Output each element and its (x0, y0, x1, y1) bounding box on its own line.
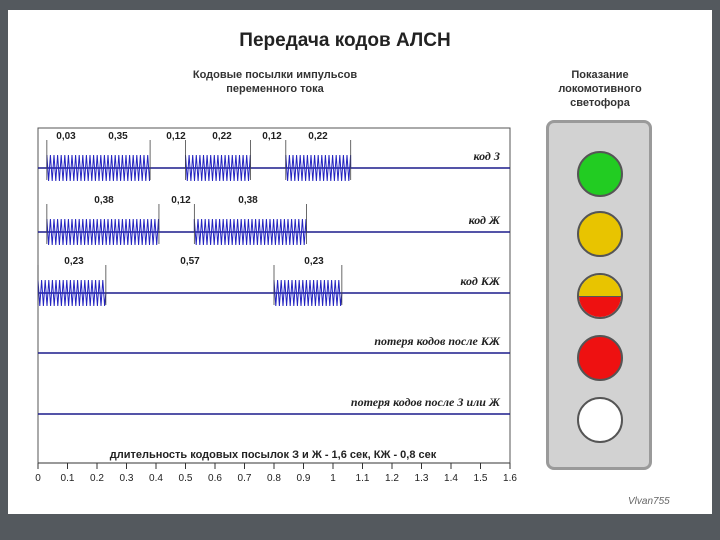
axis-tick-label-14: 1.4 (444, 473, 458, 484)
axis-tick-label-6: 0.6 (208, 473, 222, 484)
duration-label-3-2: 0,57 (180, 256, 200, 267)
duration-label-1-3: 0,12 (166, 131, 186, 142)
code-label-5: потеря кодов после З или Ж (350, 395, 500, 409)
lamp-half-yellow (579, 275, 621, 296)
duration-label-1-4: 0,22 (212, 131, 232, 142)
duration-footnote: длительность кодовых посылок З и Ж - 1,6 сек, КЖ - 0,8 сек (109, 449, 437, 461)
axis-tick-label-7: 0.7 (237, 473, 252, 484)
duration-label-1-1: 0,03 (56, 131, 76, 142)
code-label-3: код КЖ (460, 274, 500, 288)
axis-tick-label-12: 1.2 (385, 473, 399, 484)
signal-title-line-1: Показание (571, 69, 629, 81)
lamp-half-red (579, 296, 621, 318)
duration-label-1-5: 0,12 (262, 131, 282, 142)
axis-tick-label-16: 1.6 (503, 473, 517, 484)
watermark: Vlvan755 (628, 496, 670, 507)
duration-label-3-1: 0,23 (64, 256, 84, 267)
axis-tick-label-0: 0 (35, 473, 41, 484)
lamp-green (577, 151, 623, 197)
axis-tick-label-9: 0.9 (296, 473, 311, 484)
duration-label-2-2: 0,12 (171, 195, 191, 206)
duration-label-2-3: 0,38 (238, 195, 258, 206)
page-title: Передача кодов АЛСН (239, 30, 451, 51)
locomotive-signal-housing (546, 120, 652, 470)
code-label-2: код Ж (468, 213, 500, 227)
axis-tick-label-3: 0.3 (119, 473, 134, 484)
duration-label-1-6: 0,22 (308, 131, 328, 142)
lamp-yellow (577, 211, 623, 257)
signal-title-line-3: светофора (570, 97, 630, 109)
axis-tick-label-1: 0.1 (60, 473, 75, 484)
diagram-subtitle-line-2: переменного тока (226, 83, 324, 95)
axis-tick-label-15: 1.5 (473, 473, 488, 484)
signal-title-line-2: локомотивного (558, 83, 642, 95)
axis-tick-label-8: 0.8 (267, 473, 281, 484)
lamp-white (577, 397, 623, 443)
diagram-subtitle-line-1: Кодовые посылки импульсов (192, 69, 358, 81)
duration-label-2-1: 0,38 (94, 195, 114, 206)
lamp-red (577, 335, 623, 381)
duration-label-3-3: 0,23 (304, 256, 324, 267)
code-label-1: код З (473, 149, 500, 163)
duration-label-1-2: 0,35 (108, 131, 128, 142)
axis-tick-label-13: 1.3 (414, 473, 429, 484)
axis-tick-label-4: 0.4 (149, 473, 163, 484)
code-label-4: потеря кодов после КЖ (374, 334, 500, 348)
axis-tick-label-2: 0.2 (90, 473, 104, 484)
lamp-yellow-red (577, 273, 623, 319)
axis-tick-label-11: 1.1 (355, 473, 370, 484)
axis-tick-label-10: 1 (330, 473, 336, 484)
axis-tick-label-5: 0.5 (178, 473, 193, 484)
